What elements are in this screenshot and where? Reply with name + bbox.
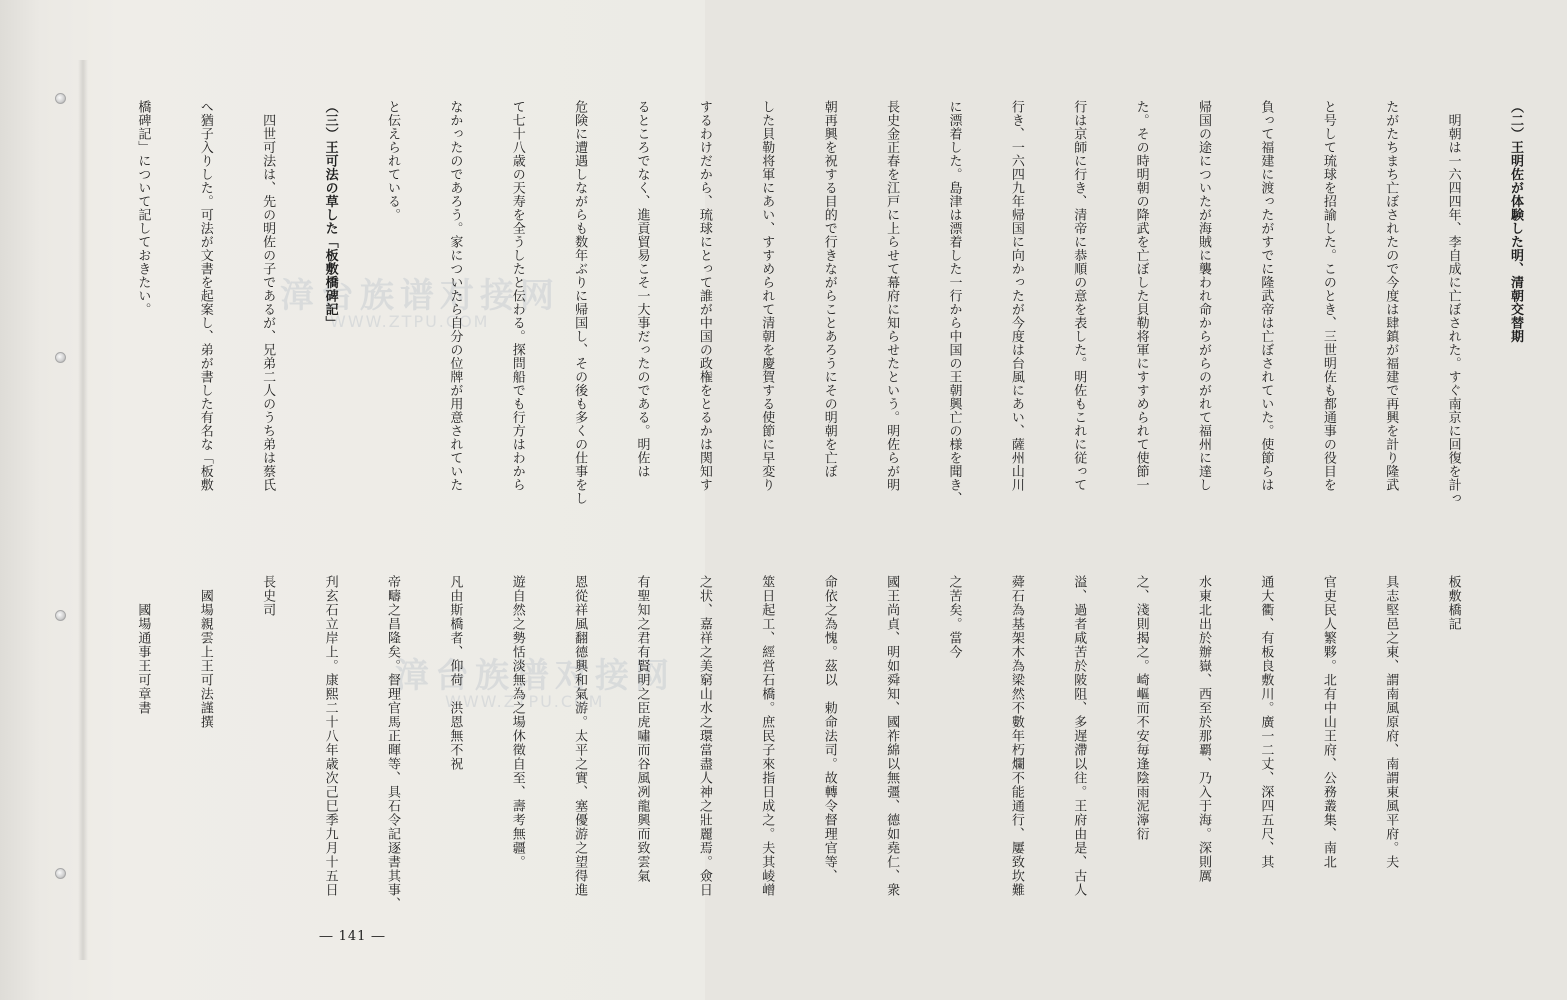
inscription-signature: 國場通事王可章書: [135, 575, 151, 715]
inscription-signature: 長史司: [260, 575, 276, 617]
inscription-line: 遊自然之勢恬淡無為之場休徵自至、壽考無疆。: [509, 575, 525, 869]
inscription-line: 凡由斯橋者、仰荷 洪恩無不祝: [447, 575, 463, 771]
inscription-line: 帝疇之昌隆矣。督理官馬正暉等、具石令記逐書其事、: [384, 575, 400, 911]
text-line: と号して琉球を招諭した。このとき、三世明佐も都通事の役目を: [1320, 100, 1336, 492]
section-heading: （二）王明佐が体験した明、清朝交替期: [1507, 100, 1523, 343]
text-line: なかったのであろう。家についたら自分の位牌が用意されていた: [447, 100, 463, 492]
text-line: 四世可法は、先の明佐の子であるが、兄弟二人のうち弟は蔡氏: [260, 100, 276, 492]
text-line: へ猶子入りした。可法が文書を起案し、弟が書した有名な「板敷: [197, 100, 213, 492]
section-heading: （三）王可法の草した「板敷橋碑記」: [322, 100, 338, 330]
text-line: に漂着した。島津は漂着した一行から中国の王朝興亡の様を聞き、: [946, 100, 962, 505]
text-line: 行は京師に行き、清帝に恭順の意を表した。明佐もこれに従って: [1071, 100, 1087, 492]
watermark-text: 漳台族谱对接网: [280, 276, 560, 316]
inscription-line: 溢、過者咸苦於陂阻、多遅滯以往。王府由是、古人: [1071, 575, 1087, 897]
inscription-line: 國王尚貞、明如舜知、國祚綿以無彊、德如堯仁、衆: [884, 575, 900, 897]
text-line: した貝勒将軍にあい、すすめられて清朝を慶賀する使節に早変り: [759, 100, 775, 492]
inscription-line: 恩從祥風翻德興和氣游。太平之實、塞優游之望得進: [572, 575, 588, 897]
text-line: 長史金正春を江戸に上らせて幕府に知らせたという。明佐らが明: [884, 100, 900, 492]
text-line: て七十八歳の天寿を全うしたと伝わる。探問船でも行方はわから: [509, 100, 525, 492]
text-line: 明朝は一六四四年、李自成に亡ぼされた。すぐ南京に回復を計っ: [1445, 100, 1461, 505]
watermark-url: WWW.ZTPU.COM: [445, 692, 605, 711]
inscription-line: 水東北出於辦嶽、西至於那覇、乃入于海。深則厲: [1196, 575, 1212, 883]
binding-hole: [55, 610, 66, 621]
inscription-line: 之、淺則揭之。崎嶇而不安毎逢陰雨泥濘衍: [1133, 575, 1149, 841]
text-line: るところでなく、進貢貿易こそ一大事だったのである。明佐は: [634, 100, 650, 478]
text-line: 負って福建に渡ったがすでに隆武帝は亡ぼされていた。使節らは: [1258, 100, 1274, 492]
inscription-line: 命依之為愧。茲以 勅命法司。故轉令督理官等、: [821, 575, 837, 883]
binding-hole: [55, 868, 66, 879]
inscription-line: 具志堅邑之東、謂南風原府、南謂東風平府。夫: [1383, 575, 1399, 869]
text-line: 危険に遭遇しながらも数年ぶりに帰国し、その後も多くの仕事をし: [572, 100, 588, 505]
inscription-line: 官吏民人繁夥。北有中山王府、公務叢集、南北: [1320, 575, 1336, 869]
text-line: 帰国の途についたが海賊に襲われ命からがらのがれて福州に達し: [1196, 100, 1212, 492]
page-number: ― 141 ―: [319, 929, 386, 944]
inscription-line: 蕣石為基架木為梁然不數年朽爛不能通行、屢致坎難: [1008, 575, 1024, 897]
inscription-line: 通大衢、有板良敷川。廣一二丈、深四五尺、其: [1258, 575, 1274, 869]
binding-hole: [55, 352, 66, 363]
text-line: た。その時明朝の降武を亡ぼした貝勒将軍にすすめられて使節一: [1133, 100, 1149, 492]
text-line: 朝再興を祝する目的で行きながらことあろうにその明朝を亡ぼ: [821, 100, 837, 478]
text-line: と伝えられている。: [384, 100, 400, 222]
inscription-line: 之苦矣。當今: [946, 575, 962, 659]
text-line: 橋碑記」について記しておきたい。: [135, 100, 151, 316]
inscription-title: 板敷橋記: [1445, 575, 1461, 631]
text-line: 行き、一六四九年帰国に向かったが今度は台風にあい、薩州山川: [1008, 100, 1024, 492]
upper-text-block: [90, 100, 1567, 505]
inscription-line: 刋玄石立岸上。康熙二十八年歳次己巳季九月十五日: [322, 575, 338, 897]
watermark-url: WWW.ZTPU.COM: [330, 312, 490, 331]
text-line: するわけだから、琉球にとって誰が中国の政権をとるかは関知す: [696, 100, 712, 492]
binding-shadow: [78, 60, 88, 960]
inscription-block: [90, 575, 1504, 911]
inscription-line: 之状、嘉祥之美窮山水之環當盡人神之壯麗焉。僉日: [696, 575, 712, 897]
binding-hole: [55, 93, 66, 104]
watermark-text: 漳台族谱对接网: [395, 656, 675, 696]
text-line: たがたちまち亡ぼされたので今度は肆鎮が福建で再興を計り隆武: [1383, 100, 1399, 492]
inscription-line: 筮日起工、經営石橋。庶民子來指日成之。夫其崚嶒: [759, 575, 775, 897]
inscription-line: 有聖知之君有賢明之臣虎嘯而谷風冽龍興而致雲氣: [634, 575, 650, 883]
inscription-signature: 國場親雲上王可法謹撰: [197, 575, 213, 729]
